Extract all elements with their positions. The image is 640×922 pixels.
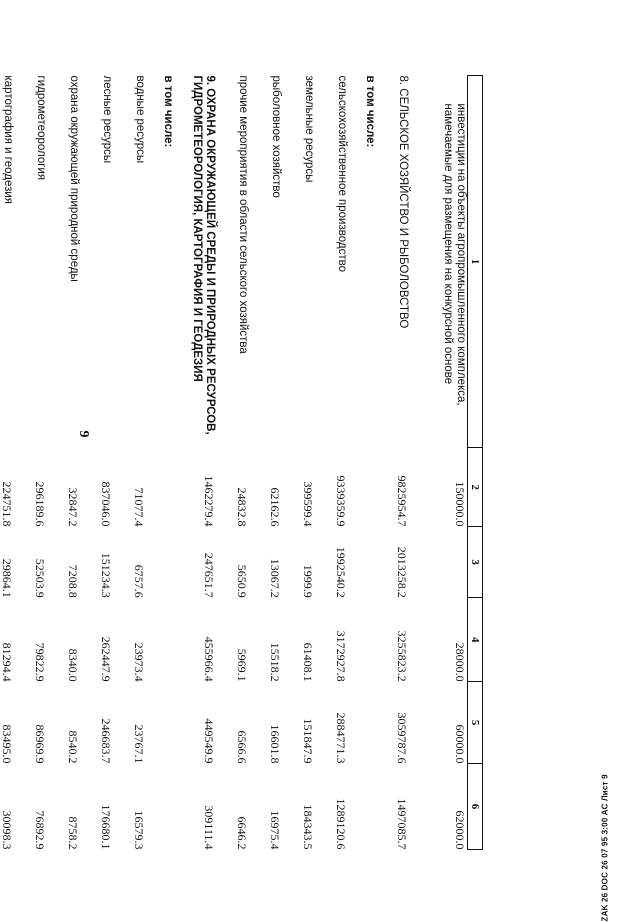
cell-col5: 60000.0 xyxy=(453,724,467,764)
document-code: ZAK 26 DOC 26 07 95 3:00 AC Лист 9 xyxy=(600,774,610,922)
cell-col4: 61408.1 xyxy=(301,642,315,682)
cell-col6: 1289120.6 xyxy=(334,798,348,850)
cell-col2 xyxy=(146,448,174,527)
row-label: земельные ресурсы xyxy=(303,75,315,183)
cell-col6: 62000.0 xyxy=(453,810,467,850)
cell-col6: 8758.2 xyxy=(66,816,80,850)
cell-col2: 24832.8 xyxy=(235,487,249,527)
cell-col4: 455966.4 xyxy=(202,636,216,682)
table-row xyxy=(14,76,47,850)
cell-col4: 8340.0 xyxy=(66,648,80,682)
cell-col4: 28000.0 xyxy=(453,642,467,682)
cell-col5 xyxy=(146,682,174,764)
cell-col3: 6757.6 xyxy=(132,564,146,598)
column-header-4: 4 xyxy=(468,598,483,682)
cell-col2: 150000.0 xyxy=(453,481,467,527)
row-label: водные ресурсы xyxy=(134,75,146,164)
row-label: гидрометеорология xyxy=(35,75,47,181)
row-label: охрана окружающей природной среды xyxy=(68,75,80,282)
cell-col5: 449549.9 xyxy=(202,718,216,764)
cell-col5: 6566.6 xyxy=(235,730,249,764)
cell-col5: 2884771.3 xyxy=(334,712,348,764)
cell-col5: 3059787.6 xyxy=(395,712,409,764)
cell-col5: 86969.9 xyxy=(33,724,47,764)
cell-col6: 184343.5 xyxy=(301,804,315,850)
table-row xyxy=(249,76,282,850)
cell-col3 xyxy=(146,526,174,597)
column-header-3: 3 xyxy=(468,526,483,597)
cell-col3: 5650.9 xyxy=(235,564,249,598)
table-row xyxy=(174,76,216,850)
cell-col6: 309111.4 xyxy=(202,805,216,850)
cell-col2: 296189.6 xyxy=(33,481,47,527)
cell-col4: 23973.4 xyxy=(132,642,146,682)
row-label: сельскохозяйственное производство xyxy=(336,75,348,272)
cell-col6 xyxy=(146,763,174,849)
cell-col6 xyxy=(348,763,376,849)
cell-col2: 224751.8 xyxy=(0,481,14,527)
cell-col5 xyxy=(348,682,376,764)
table-row xyxy=(282,76,315,850)
cell-col3: 1999.9 xyxy=(301,564,315,598)
cell-col3: 247651.7 xyxy=(202,552,216,598)
table-row xyxy=(315,76,348,850)
cell-col3: 52503.9 xyxy=(33,558,47,598)
cell-col4 xyxy=(146,598,174,682)
row-label: прочие мероприятия в области сельского хозяйства xyxy=(237,75,249,354)
cell-col4: 79822.9 xyxy=(33,642,47,682)
cell-col2: 9825954.7 xyxy=(395,475,409,527)
table-row xyxy=(216,76,249,850)
cell-col2: 1462279.4 xyxy=(202,475,216,527)
row-label: 8. СЕЛЬСКОЕ ХОЗЯЙСТВО И РЫБОЛОВСТВО xyxy=(397,75,409,329)
cell-col2: 837046.0 xyxy=(99,481,113,527)
cell-col3: 1992540.2 xyxy=(334,546,348,598)
budget-table xyxy=(0,75,483,850)
cell-col4: 262447.9 xyxy=(99,636,113,682)
cell-col5: 8540.2 xyxy=(66,730,80,764)
cell-col3: 2013258.2 xyxy=(395,546,409,598)
cell-col6: 16579.3 xyxy=(132,810,146,850)
column-header-6: 6 xyxy=(468,763,483,849)
cell-col6: 76892.9 xyxy=(33,810,47,850)
table-row xyxy=(0,76,14,850)
cell-col3: 7208.8 xyxy=(66,564,80,598)
table-row xyxy=(376,76,409,850)
row-label: рыболовное хозяйство xyxy=(270,75,282,198)
cell-col6: 30098.3 xyxy=(0,810,14,850)
cell-col6: 16975.4 xyxy=(268,810,282,850)
row-label: 9. ОХРАНА ОКРУЖАЮЩЕЙ СРЕДЫ И ПРИРОДНЫХ РЕСУРСОВ, ГИДРОМЕТЕОРОЛОГИЯ, КАРТОГРАФИЯ И ГЕОДЕЗИЯ xyxy=(191,75,216,435)
cell-col2: 32847.2 xyxy=(66,487,80,527)
table-row xyxy=(47,76,80,850)
page-number: 9 xyxy=(76,430,91,438)
row-label: в том числе: xyxy=(364,75,376,148)
column-header-5: 5 xyxy=(468,682,483,764)
row-label: картография и геодезия xyxy=(2,75,14,205)
cell-col5: 151847.9 xyxy=(301,718,315,764)
cell-col2: 399599.4 xyxy=(301,481,315,527)
cell-col4: 81294.4 xyxy=(0,642,14,682)
cell-col6: 1497085.7 xyxy=(395,798,409,850)
table-row xyxy=(348,76,376,850)
cell-col4 xyxy=(348,598,376,682)
cell-col2: 71077.4 xyxy=(132,487,146,527)
cell-col3: 13067.2 xyxy=(268,558,282,598)
cell-col4: 3172927.8 xyxy=(334,630,348,682)
cell-col4: 3255823.2 xyxy=(395,630,409,682)
row-label: инвестиции на объекты агропромышленного комплекса, намечаемые для размещения на конкурсной основе xyxy=(442,103,467,406)
cell-col3 xyxy=(348,526,376,597)
table-row xyxy=(146,76,174,850)
row-label: лесные ресурсы xyxy=(101,75,113,164)
cell-col5: 23767.1 xyxy=(132,724,146,764)
cell-col5: 16601.8 xyxy=(268,724,282,764)
table-row xyxy=(80,76,113,850)
rotated-table-canvas xyxy=(0,75,483,850)
cell-col3 xyxy=(409,526,468,597)
cell-col4: 15518.2 xyxy=(268,642,282,682)
cell-col2: 62162.6 xyxy=(268,487,282,527)
cell-col2 xyxy=(348,448,376,527)
column-header-1: 1 xyxy=(468,76,483,448)
table-row xyxy=(409,76,468,850)
cell-col5: 83495.0 xyxy=(0,724,14,764)
cell-col6: 176680.1 xyxy=(99,804,113,850)
table-header-row xyxy=(468,76,483,850)
cell-col6: 6646.2 xyxy=(235,816,249,850)
cell-col3: 29864.1 xyxy=(0,558,14,598)
column-header-2: 2 xyxy=(468,448,483,527)
cell-col5: 246683.7 xyxy=(99,718,113,764)
cell-col4: 5969.1 xyxy=(235,648,249,682)
cell-col3: 151234.3 xyxy=(99,552,113,598)
table-row xyxy=(113,76,146,850)
row-label: в том числе: xyxy=(162,75,174,148)
cell-col2: 9339359.9 xyxy=(334,475,348,527)
